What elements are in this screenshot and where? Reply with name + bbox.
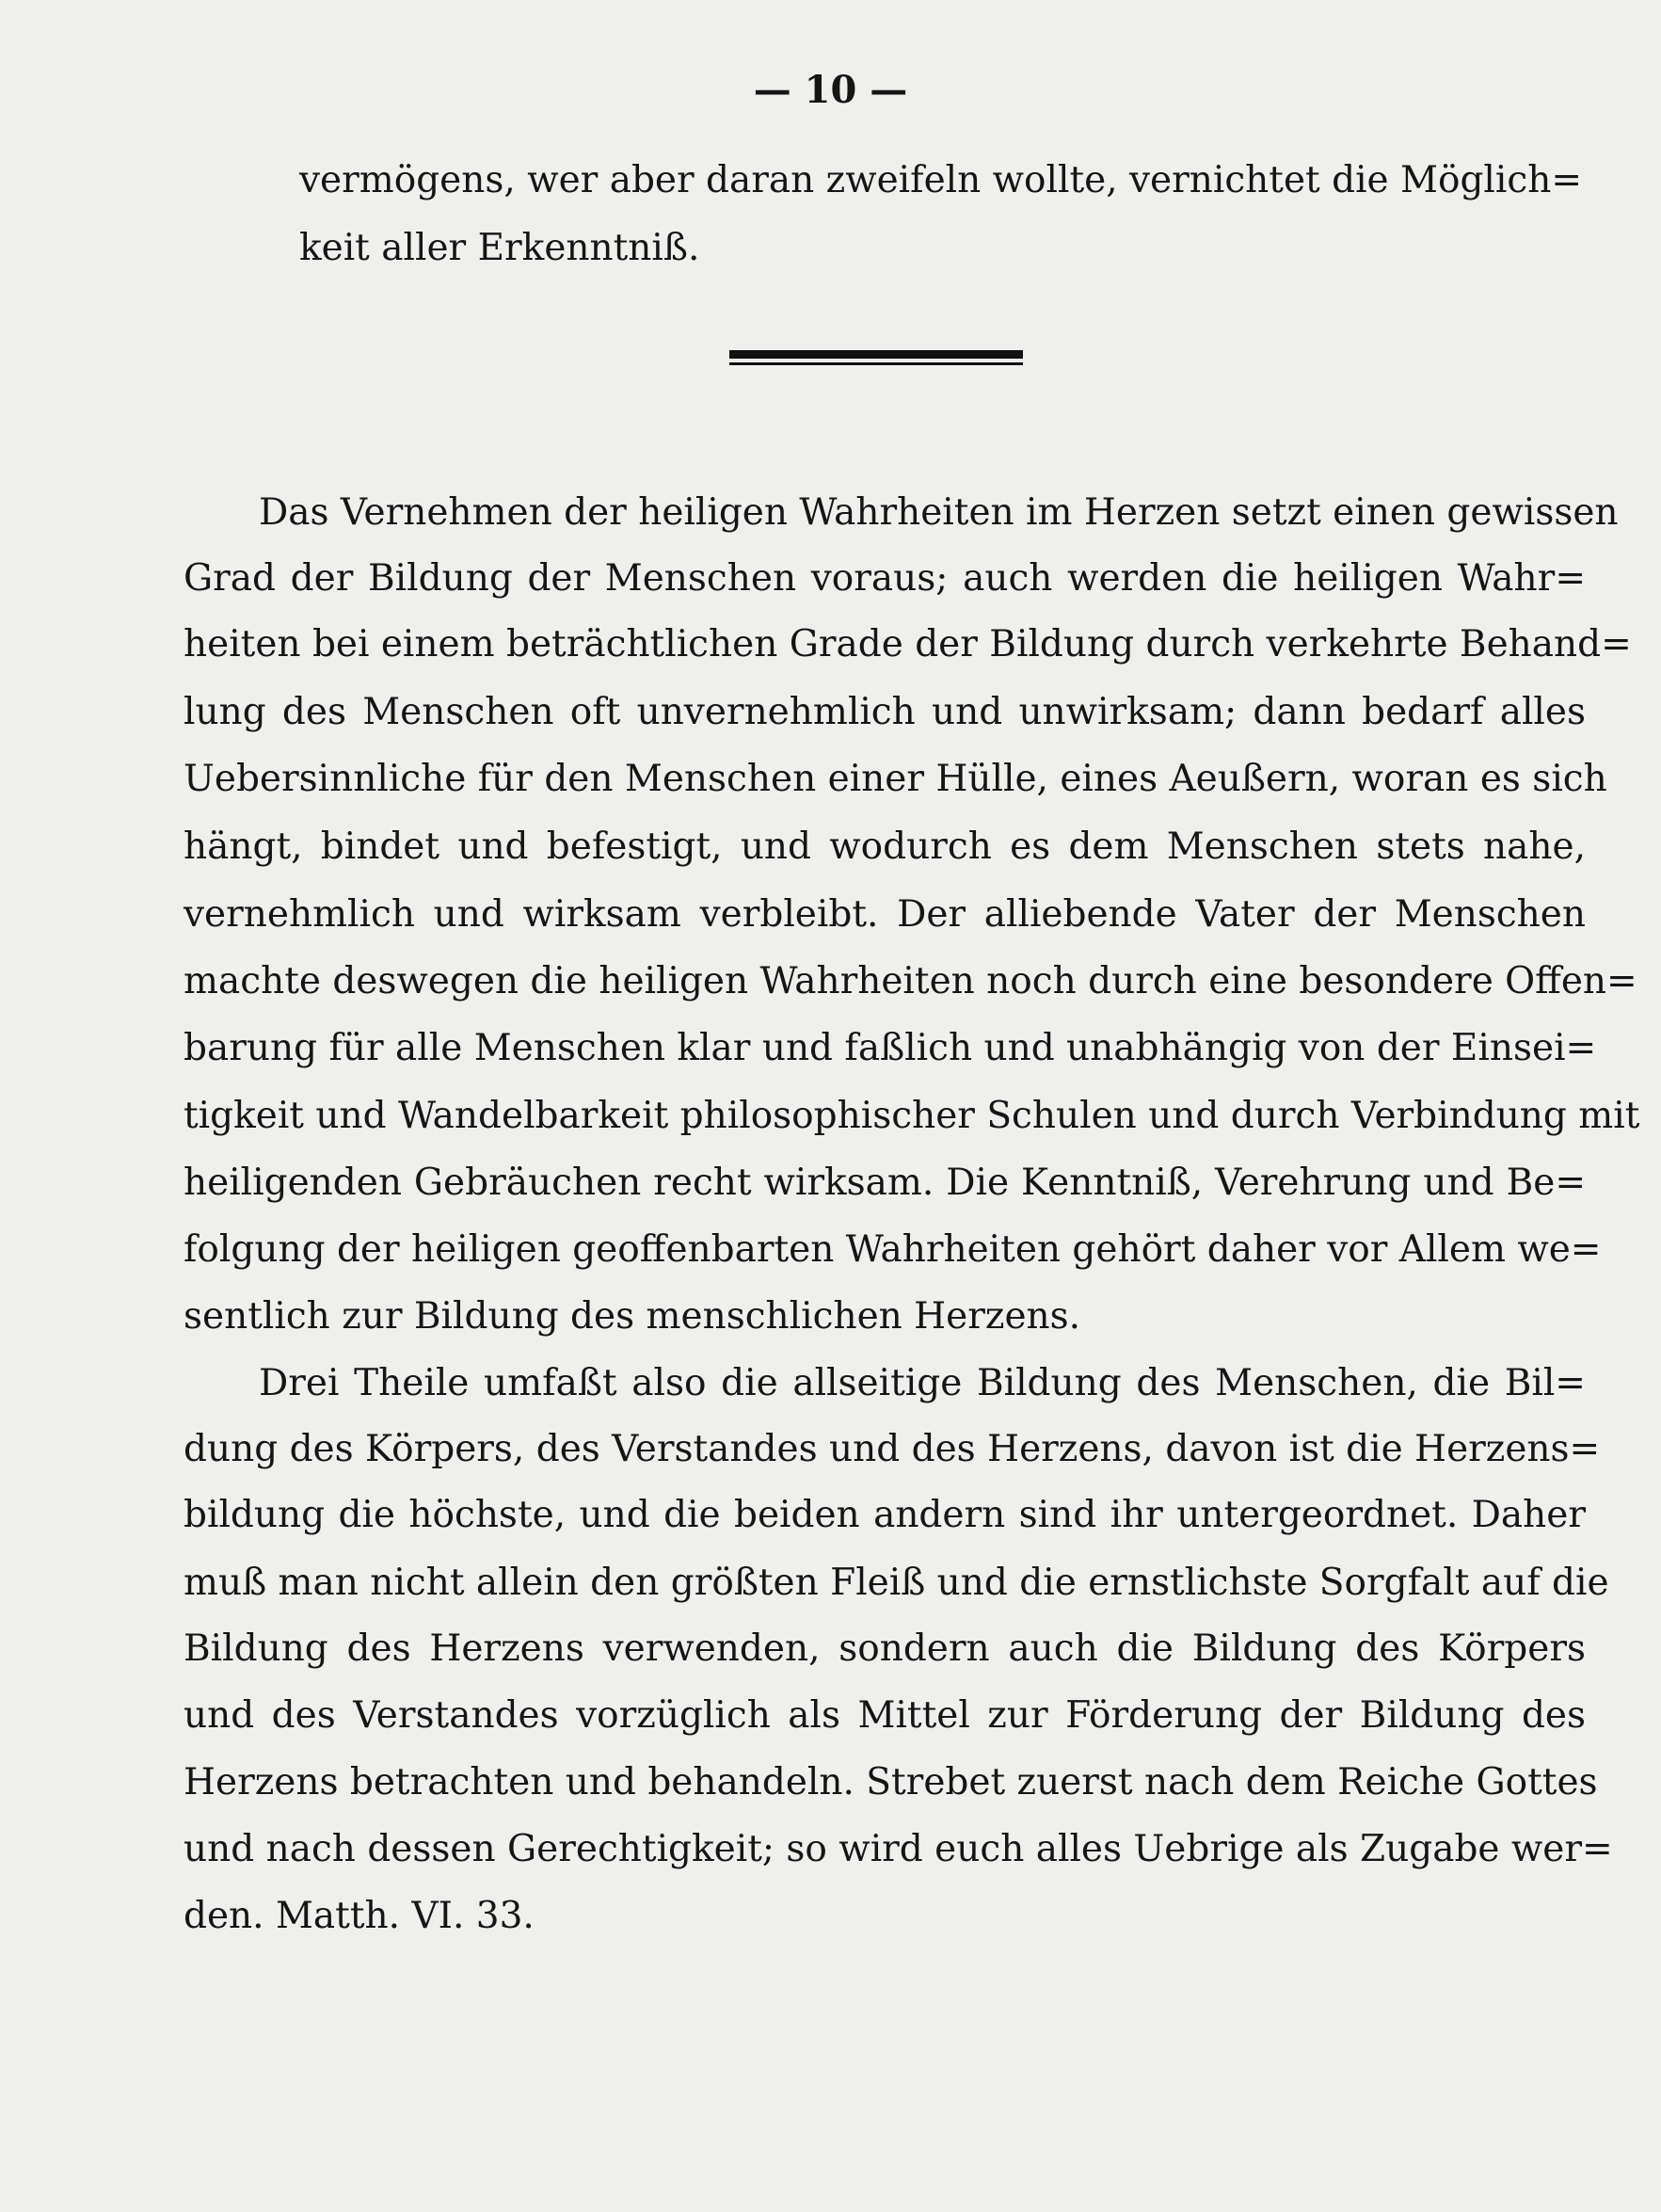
text-line-18: bildung die höchste, und die beiden andern sind ihr untergeordnet. Daher xyxy=(184,1494,1586,1536)
text-line-3: Das Vernehmen der heiligen Wahrheiten im Herzen setzt einen gewissen xyxy=(259,491,1619,534)
text-line-14: folgung der heiligen geoffenbarten Wahrheiten gehört daher vor Allem we= xyxy=(184,1228,1602,1271)
text-line-15: sentlich zur Bildung des menschlichen Herzens. xyxy=(184,1295,1081,1338)
text-line-21: und des Verstandes vorzüglich als Mittel zur Förderung der Bildung des xyxy=(184,1694,1586,1737)
divider-thick-line xyxy=(729,350,1023,359)
text-line-7: Uebersinnliche für den Menschen einer Hülle, eines Aeußern, woran es sich xyxy=(184,758,1607,800)
text-line-24: den. Matth. VI. 33. xyxy=(184,1895,535,1937)
text-line-19: muß man nicht allein den größten Fleiß und die ernstlichste Sorgfalt auf die xyxy=(184,1562,1609,1604)
text-line-6: lung des Menschen oft unvernehmlich und unwirksam; dann bedarf alles xyxy=(184,691,1586,733)
text-line-11: barung für alle Menschen klar und faßlich und unabhängig von der Einsei= xyxy=(184,1027,1597,1069)
text-line-12: tigkeit und Wandelbarkeit philosophischer Schulen und durch Verbindung mit xyxy=(184,1095,1640,1137)
text-line-20: Bildung des Herzens verwenden, sondern auch die Bildung des Körpers xyxy=(184,1627,1586,1670)
page-number: — 10 — xyxy=(753,68,908,112)
text-line-23: und nach dessen Gerechtigkeit; so wird euch alles Uebrige als Zugabe wer= xyxy=(184,1828,1613,1870)
text-line-17: dung des Körpers, des Verstandes und des Herzens, davon ist die Herzens= xyxy=(184,1428,1601,1470)
text-line-5: heiten bei einem beträchtlichen Grade der Bildung durch verkehrte Behand= xyxy=(184,623,1632,665)
text-line-1: vermögens, wer aber daran zweifeln wollte, vernichtet die Möglich= xyxy=(299,159,1583,201)
text-line-9: vernehmlich und wirksam verbleibt. Der alliebende Vater der Menschen xyxy=(184,893,1586,936)
text-line-22: Herzens betrachten und behandeln. Strebet zuerst nach dem Reiche Gottes xyxy=(184,1761,1598,1803)
text-line-8: hängt, bindet und befestigt, und wodurch es dem Menschen stets nahe, xyxy=(184,825,1586,868)
text-line-2: keit aller Erkenntniß. xyxy=(299,227,700,269)
text-line-10: machte deswegen die heiligen Wahrheiten noch durch eine besondere Offen= xyxy=(184,960,1637,1002)
section-divider xyxy=(729,350,1023,367)
text-line-13: heiligenden Gebräuchen recht wirksam. Die Kenntniß, Verehrung und Be= xyxy=(184,1162,1586,1204)
text-line-4: Grad der Bildung der Menschen voraus; auch werden die heiligen Wahr= xyxy=(184,557,1586,600)
divider-thin-line xyxy=(729,362,1023,365)
text-line-16: Drei Theile umfaßt also die allseitige Bildung des Menschen, die Bil= xyxy=(259,1362,1586,1404)
